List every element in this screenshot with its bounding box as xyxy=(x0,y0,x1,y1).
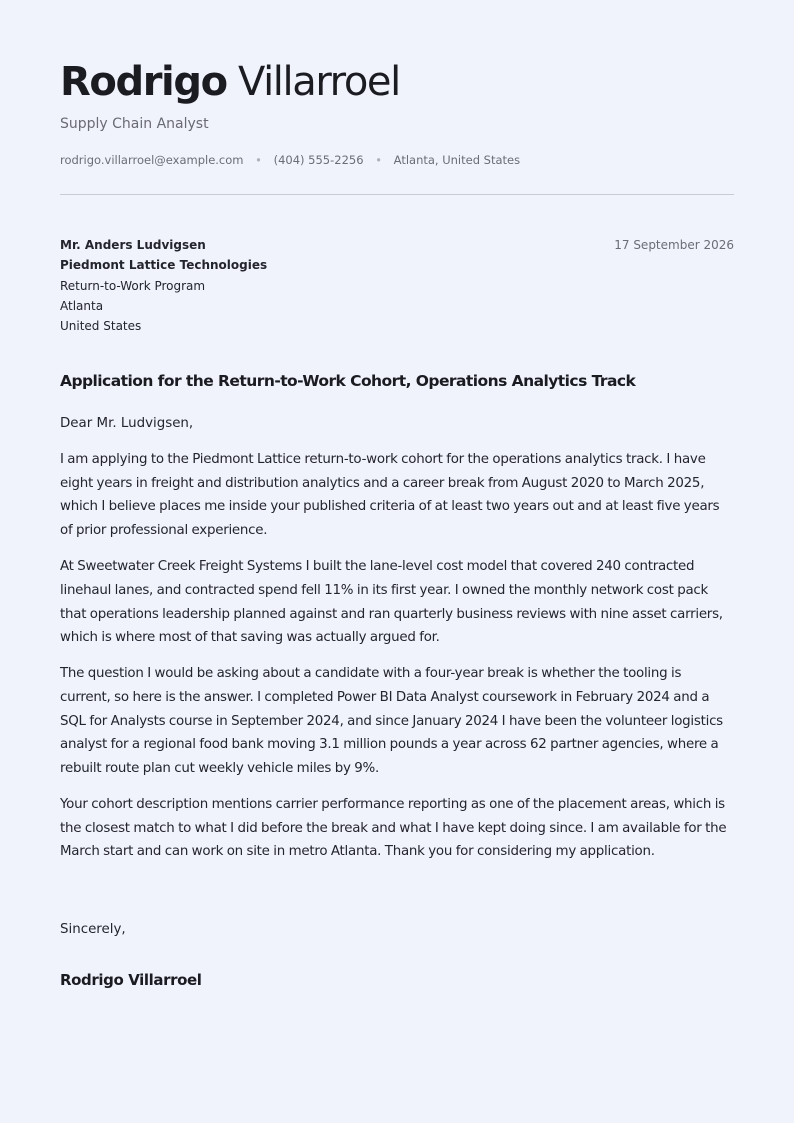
contact-email: rodrigo.villarroel@example.com xyxy=(60,153,244,167)
applicant-first-name: Rodrigo xyxy=(60,59,227,105)
applicant-last-name: Villarroel xyxy=(238,59,400,105)
header-divider xyxy=(60,194,734,195)
letter-body xyxy=(60,448,734,876)
contact-location: Atlanta, United States xyxy=(393,153,521,167)
recipient-name: Mr. Anders Ludvigsen xyxy=(60,238,206,252)
contact-separator: • xyxy=(375,153,382,167)
recipient-city: Atlanta xyxy=(60,298,104,313)
recipient-department: Return-to-Work Program xyxy=(60,278,206,293)
body-paragraph: At Sweetwater Creek Freight Systems I built the lane-level cost model that covered 240 contracted linehaul lanes, and contracted spend fell 11% in its first year. I owned the monthly network cost pack that operations leadership planned against and ran quarterly business reviews with nine asset carriers, which is where most of that saving was actually argued for. xyxy=(60,559,723,646)
contact-separator: • xyxy=(255,153,262,167)
recipient-address xyxy=(60,235,267,336)
applicant-job-title: Supply Chain Analyst xyxy=(60,116,209,132)
letter-date: 17 September 2026 xyxy=(614,238,734,252)
recipient-country: United States xyxy=(60,319,142,334)
letter-greeting: Dear Mr. Ludvigsen, xyxy=(60,416,194,431)
letter-subject: Application for the Return-to-Work Cohort, Operations Analytics Track xyxy=(60,372,636,390)
body-paragraph: I am applying to the Piedmont Lattice return-to-work cohort for the operations analytics track. I have eight years in freight and distribution analytics and a career break from August 2020 to March 2025, which I believe places me inside your published criteria of at least two years out and at least five years of prior professional experience. xyxy=(60,452,720,539)
body-paragraph: The question I would be asking about a candidate with a four-year break is whether the tooling is current, so here is the answer. I completed Power BI Data Analyst coursework in February 2024 and a SQL for Analysts course in September 2024, and since January 2024 I have been the volunteer logistics analyst for a regional food bank moving 3.1 million pounds a year across 62 partner agencies, where a rebuilt route plan cut weekly vehicle miles by 9%. xyxy=(60,666,723,777)
body-paragraph: Your cohort description mentions carrier performance reporting as one of the placement areas, which is the closest match to what I did before the break and what I have kept doing since. I am available for the March start and can work on site in metro Atlanta. Thank you for considering my application. xyxy=(60,797,727,860)
letter-signature: Rodrigo Villarroel xyxy=(60,971,202,989)
recipient-company: Piedmont Lattice Technologies xyxy=(60,258,268,273)
contact-info xyxy=(60,152,520,168)
letter-closing: Sincerely, xyxy=(60,922,126,937)
applicant-name xyxy=(60,56,400,108)
contact-phone: (404) 555-2256 xyxy=(273,153,364,167)
